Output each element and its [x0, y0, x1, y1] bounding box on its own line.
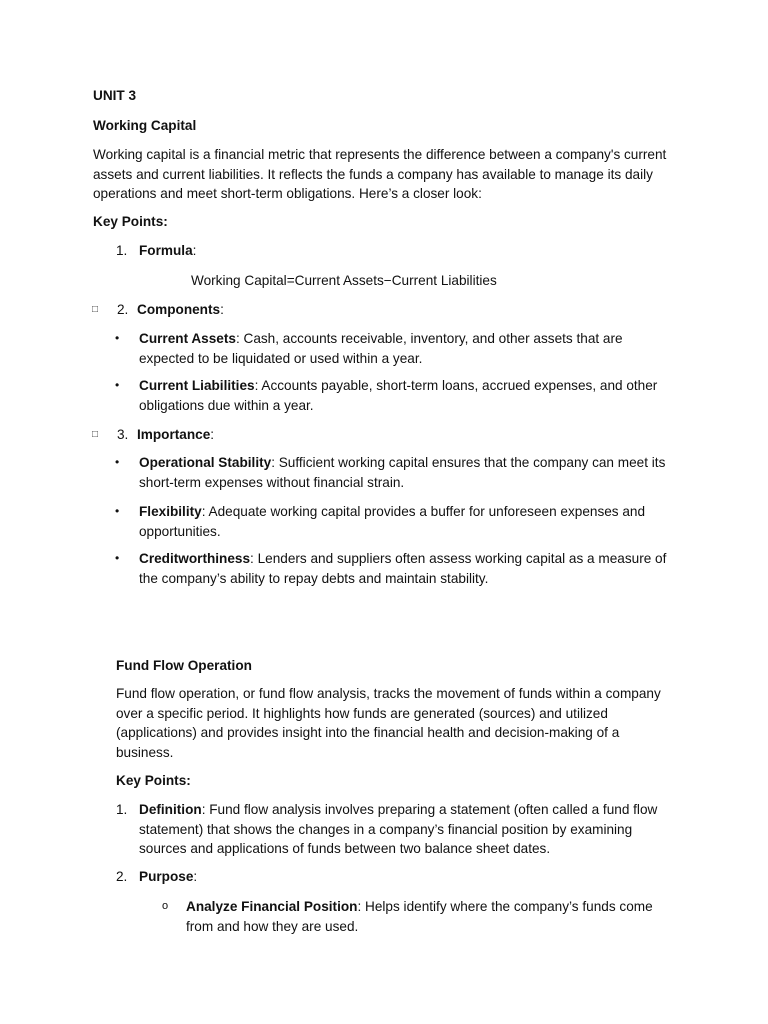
item-title: Current Assets	[139, 331, 236, 346]
item-title: Formula	[139, 243, 193, 258]
working-capital-intro: Working capital is a financial metric that represents the difference between a company's current assets and current liabilities. It reflects the funds a company has available to manage its daily operations and meet short-term obligations. Here’s a closer look:	[93, 147, 667, 202]
key-points-heading: Key Points:	[93, 214, 168, 229]
item-text: : Cash, accounts receivable, inventory, and other assets that are expected to be liquidated or used within a year.	[139, 331, 623, 366]
bullet-icon: •	[115, 504, 120, 518]
list-item-analyze-financial-position	[186, 897, 676, 936]
fund-flow-intro: Fund flow operation, or fund flow analysis, tracks the movement of funds within a company over a specific period. It highlights how funds are generated (sources) and utilized (applications) and provides insight into the financial health and decision-making of a business.	[116, 686, 661, 760]
bullet-icon: •	[115, 455, 120, 469]
item-text: :	[220, 302, 224, 317]
list-number: 3.	[117, 427, 129, 442]
item-title: Purpose	[139, 869, 194, 884]
list-item-current-assets	[139, 329, 679, 368]
item-title: Analyze Financial Position	[186, 899, 358, 914]
item-text: : Lenders and suppliers often assess working capital as a measure of the company’s ability to repay debts and maintain stability.	[139, 551, 667, 586]
missing-glyph-icon: □	[92, 429, 99, 440]
circle-bullet-icon: o	[162, 900, 169, 912]
item-title: Current Liabilities	[139, 378, 255, 393]
section-heading-working-capital: Working Capital	[93, 118, 197, 133]
bullet-icon: •	[115, 331, 120, 345]
item-title: Flexibility	[139, 504, 202, 519]
item-text: : Sufficient working capital ensures that the company can meet its short-term expenses without financial strain.	[139, 455, 666, 490]
bullet-icon: •	[115, 378, 120, 392]
list-item-operational-stability	[139, 453, 679, 492]
item-title: Definition	[139, 802, 202, 817]
list-item-components	[137, 300, 224, 320]
item-text: :	[210, 427, 215, 442]
list-number: 2.	[116, 869, 128, 884]
item-title: Components	[137, 302, 221, 317]
section-heading-fund-flow: Fund Flow Operation	[116, 658, 252, 673]
list-item-definition	[139, 800, 679, 859]
list-item-formula	[139, 241, 196, 261]
list-item-current-liabilities	[139, 376, 679, 415]
list-number: 1.	[116, 802, 128, 817]
item-text: :	[193, 869, 198, 884]
formula-equation: Working Capital=Current Assets−Current Liabilities	[191, 273, 497, 288]
missing-glyph-icon: □	[92, 304, 99, 315]
bullet-icon: •	[115, 551, 120, 565]
item-title: Creditworthiness	[139, 551, 251, 566]
list-item-flexibility	[139, 502, 679, 541]
item-text: : Fund flow analysis involves preparing a statement (often called a fund flow statement) that shows the changes in a company’s financial position by examining sources and applications of funds between two balance sheet dates.	[139, 802, 658, 857]
list-item-creditworthiness	[139, 549, 679, 588]
item-text: : Helps identify where the company’s funds come from and how they are used.	[186, 899, 653, 934]
key-points-heading: Key Points:	[116, 773, 191, 788]
item-text: : Adequate working capital provides a buffer for unforeseen expenses and opportunities.	[139, 504, 646, 539]
list-item-importance	[137, 425, 214, 445]
item-title: Importance	[137, 427, 211, 442]
item-title: Operational Stability	[139, 455, 272, 470]
unit-title: UNIT 3	[93, 88, 137, 103]
list-item-purpose	[139, 867, 197, 887]
item-text: :	[192, 243, 197, 258]
item-text: : Accounts payable, short-term loans, accrued expenses, and other obligations due within a year.	[139, 378, 658, 413]
list-number: 2.	[117, 302, 129, 317]
list-number: 1.	[116, 243, 128, 258]
